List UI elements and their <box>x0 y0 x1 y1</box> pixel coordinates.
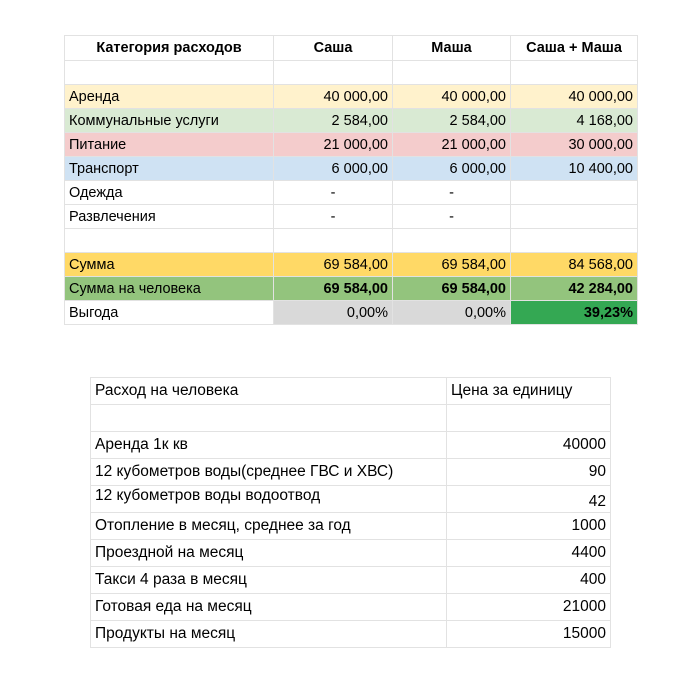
both-cell[interactable]: 40 000,00 <box>511 85 638 109</box>
masha-cell[interactable]: 69 584,00 <box>393 253 511 277</box>
table-row-empty <box>65 61 638 85</box>
table-row <box>91 567 611 594</box>
cell[interactable] <box>511 61 638 85</box>
category-cell[interactable]: Питание <box>65 133 274 157</box>
masha-cell[interactable]: 2 584,00 <box>393 109 511 133</box>
masha-cell[interactable]: - <box>393 181 511 205</box>
table-row-sum <box>65 253 638 277</box>
sasha-cell[interactable]: 69 584,00 <box>274 277 393 301</box>
masha-cell[interactable]: 21 000,00 <box>393 133 511 157</box>
both-cell[interactable]: 30 000,00 <box>511 133 638 157</box>
table-row <box>91 621 611 648</box>
table-row <box>91 486 611 513</box>
expenses-table <box>64 35 638 325</box>
table-row <box>91 513 611 540</box>
cell[interactable] <box>447 405 611 432</box>
table-row-empty <box>65 229 638 253</box>
item-cell[interactable]: Отопление в месяц, среднее за год <box>91 513 447 540</box>
both-cell[interactable]: 39,23% <box>511 301 638 325</box>
header-sasha[interactable]: Саша <box>274 36 393 61</box>
masha-cell[interactable]: 69 584,00 <box>393 277 511 301</box>
masha-cell[interactable]: 40 000,00 <box>393 85 511 109</box>
price-cell[interactable]: 42 <box>447 486 611 513</box>
both-cell[interactable]: 84 568,00 <box>511 253 638 277</box>
item-cell[interactable]: 12 кубометров воды водоотвод <box>91 486 447 513</box>
cell[interactable] <box>511 229 638 253</box>
table-row-rent <box>65 85 638 109</box>
sasha-cell[interactable]: 40 000,00 <box>274 85 393 109</box>
item-cell[interactable]: 12 кубометров воды(среднее ГВС и ХВС) <box>91 459 447 486</box>
category-cell[interactable]: Транспорт <box>65 157 274 181</box>
masha-cell[interactable]: 6 000,00 <box>393 157 511 181</box>
price-cell[interactable]: 4400 <box>447 540 611 567</box>
category-cell[interactable]: Одежда <box>65 181 274 205</box>
item-cell[interactable]: Готовая еда на месяц <box>91 594 447 621</box>
category-cell[interactable]: Коммунальные услуги <box>65 109 274 133</box>
cell[interactable] <box>65 61 274 85</box>
table-row <box>91 540 611 567</box>
both-cell[interactable] <box>511 181 638 205</box>
header-both[interactable]: Саша + Маша <box>511 36 638 61</box>
price-cell[interactable]: 21000 <box>447 594 611 621</box>
sasha-cell[interactable]: 2 584,00 <box>274 109 393 133</box>
table-row-empty <box>91 405 611 432</box>
category-cell[interactable]: Выгода <box>65 301 274 325</box>
table-row-per-person <box>65 277 638 301</box>
cell[interactable] <box>393 61 511 85</box>
table-row-entertainment <box>65 205 638 229</box>
both-cell[interactable] <box>511 205 638 229</box>
cell[interactable] <box>91 405 447 432</box>
table-row <box>91 432 611 459</box>
item-cell[interactable]: Такси 4 раза в месяц <box>91 567 447 594</box>
table-row <box>91 459 611 486</box>
sasha-cell[interactable]: 21 000,00 <box>274 133 393 157</box>
item-cell[interactable]: Проездной на месяц <box>91 540 447 567</box>
cell[interactable] <box>274 229 393 253</box>
cell[interactable] <box>274 61 393 85</box>
header-price[interactable]: Цена за единицу <box>447 378 611 405</box>
category-cell[interactable]: Сумма <box>65 253 274 277</box>
category-cell[interactable]: Сумма на человека <box>65 277 274 301</box>
table-row-transport <box>65 157 638 181</box>
item-cell[interactable]: Продукты на месяц <box>91 621 447 648</box>
table-row <box>91 594 611 621</box>
header-masha[interactable]: Маша <box>393 36 511 61</box>
header-category[interactable]: Категория расходов <box>65 36 274 61</box>
masha-cell[interactable]: 0,00% <box>393 301 511 325</box>
sasha-cell[interactable]: - <box>274 181 393 205</box>
masha-cell[interactable]: - <box>393 205 511 229</box>
category-cell[interactable]: Аренда <box>65 85 274 109</box>
sasha-cell[interactable]: 0,00% <box>274 301 393 325</box>
cell[interactable] <box>65 229 274 253</box>
expenses-header-row <box>65 36 638 61</box>
price-cell[interactable]: 40000 <box>447 432 611 459</box>
price-cell[interactable]: 400 <box>447 567 611 594</box>
category-cell[interactable]: Развлечения <box>65 205 274 229</box>
table-row-food <box>65 133 638 157</box>
item-cell[interactable]: Аренда 1к кв <box>91 432 447 459</box>
both-cell[interactable]: 42 284,00 <box>511 277 638 301</box>
header-item[interactable]: Расход на человека <box>91 378 447 405</box>
table-row-clothes <box>65 181 638 205</box>
price-cell[interactable]: 90 <box>447 459 611 486</box>
table-row-benefit <box>65 301 638 325</box>
unit-price-table <box>90 377 611 648</box>
sasha-cell[interactable]: 6 000,00 <box>274 157 393 181</box>
both-cell[interactable]: 4 168,00 <box>511 109 638 133</box>
table-row-utilities <box>65 109 638 133</box>
sasha-cell[interactable]: - <box>274 205 393 229</box>
price-cell[interactable]: 15000 <box>447 621 611 648</box>
price-cell[interactable]: 1000 <box>447 513 611 540</box>
unit-price-header-row <box>91 378 611 405</box>
sasha-cell[interactable]: 69 584,00 <box>274 253 393 277</box>
cell[interactable] <box>393 229 511 253</box>
both-cell[interactable]: 10 400,00 <box>511 157 638 181</box>
